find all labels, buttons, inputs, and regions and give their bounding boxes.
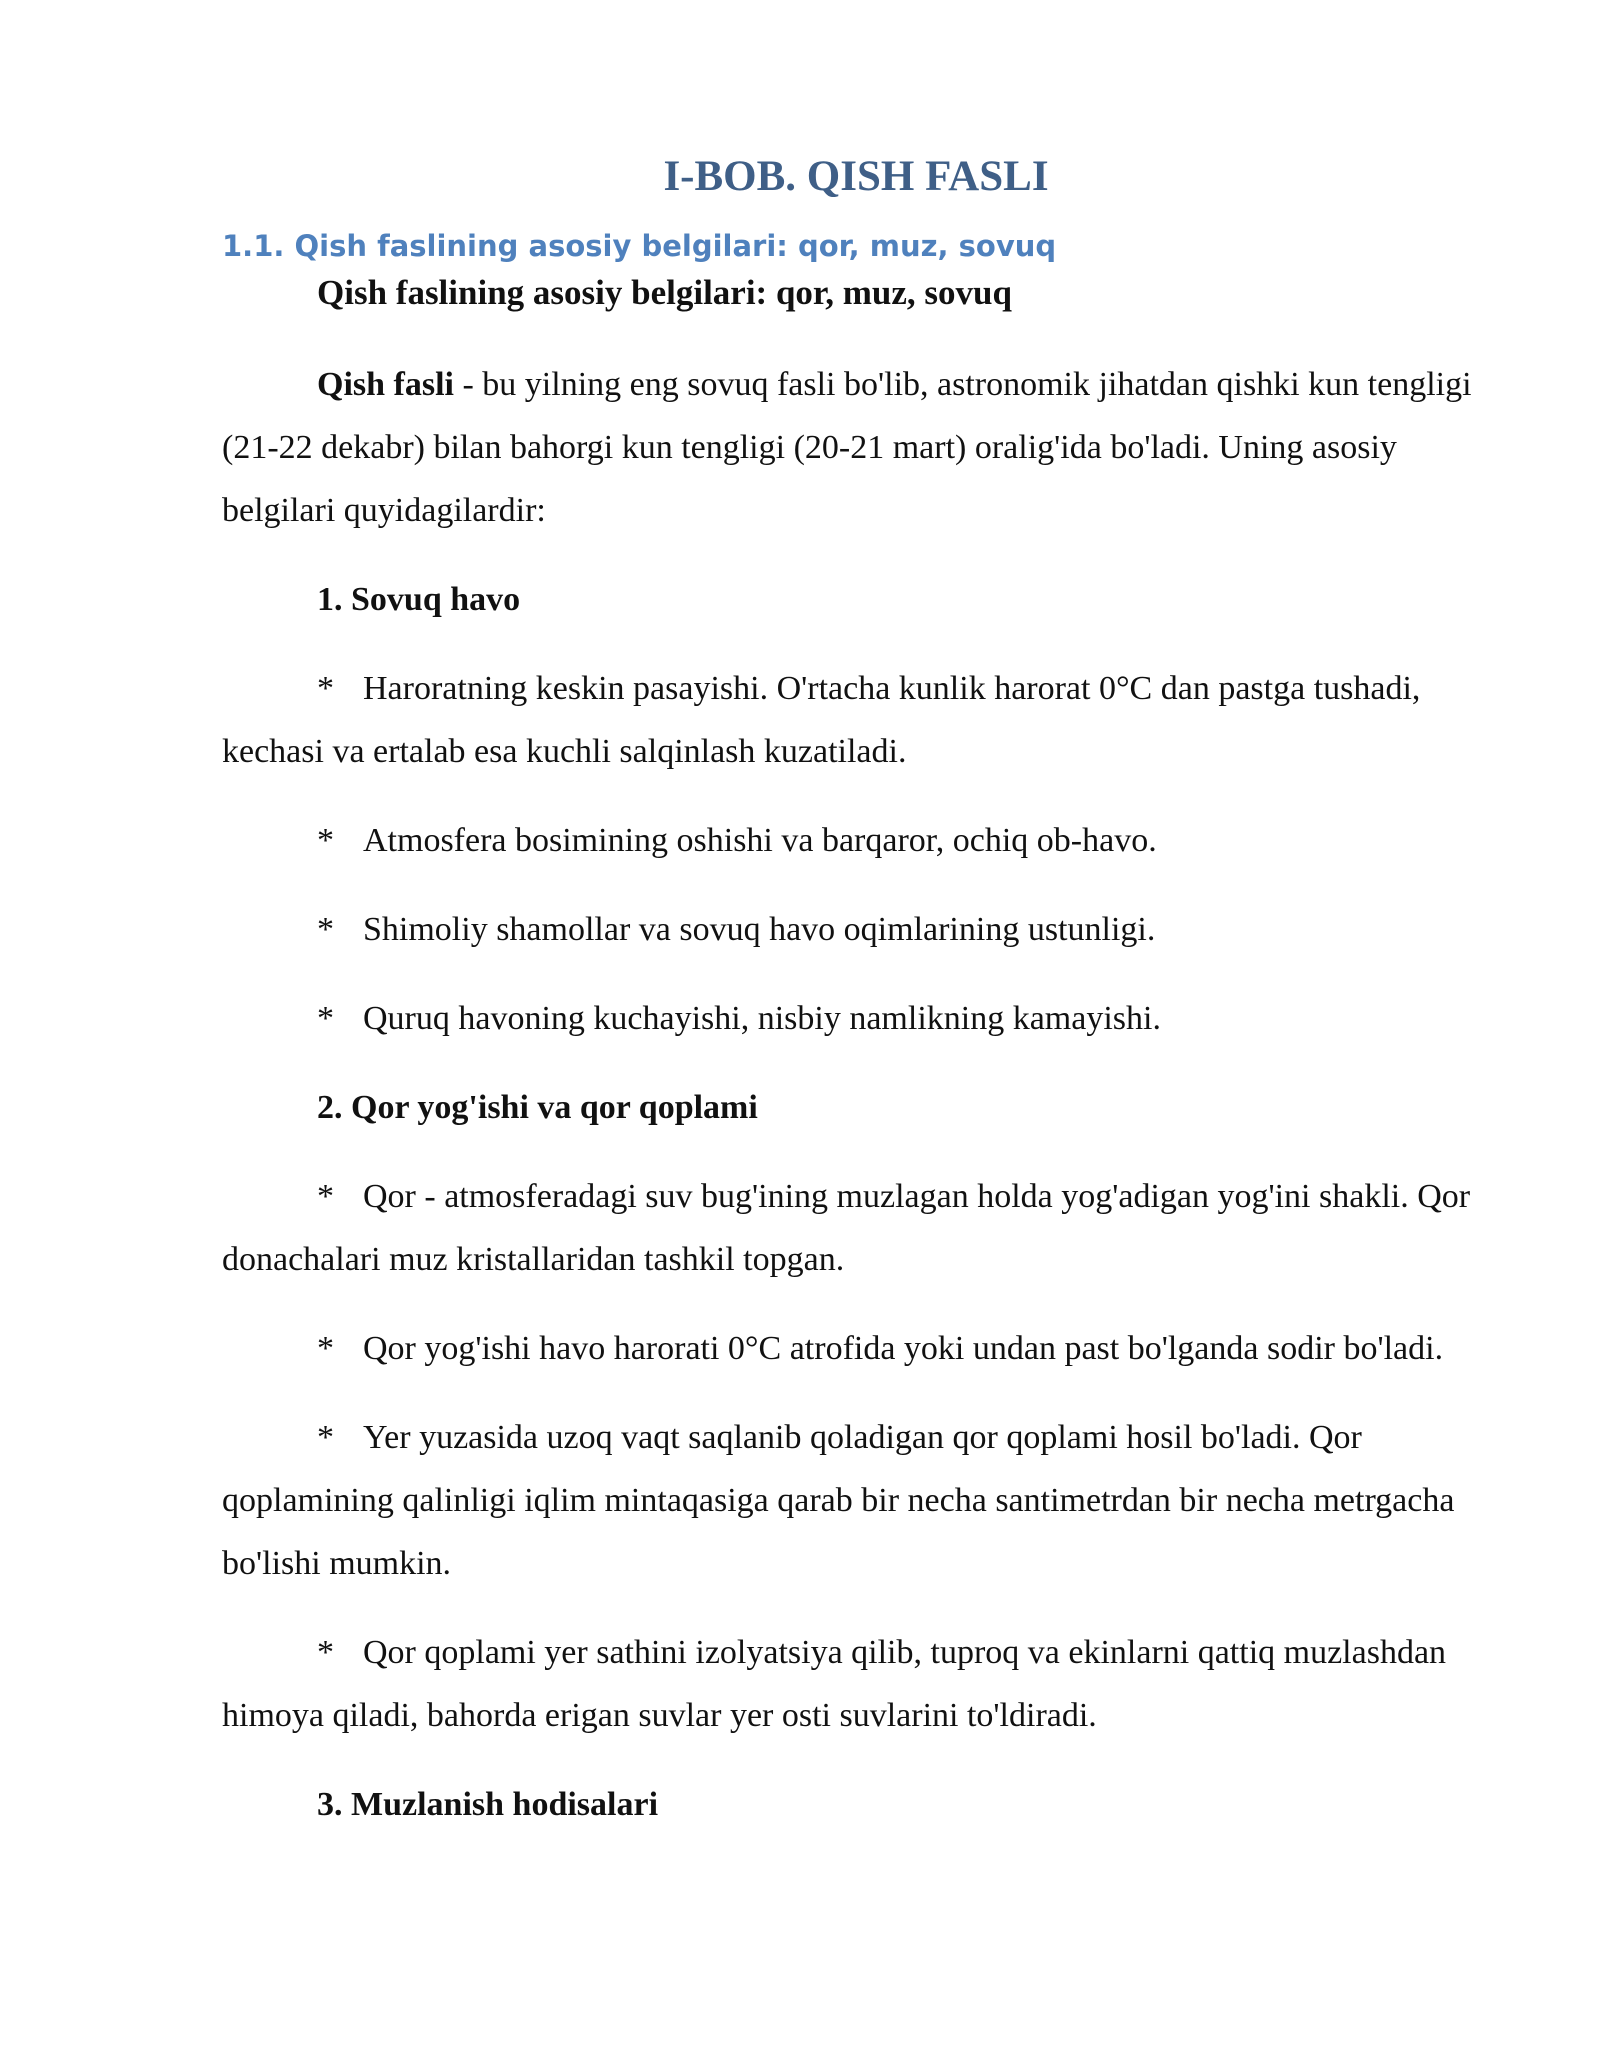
intro-bold-term: Qish fasli: [317, 366, 454, 403]
bullet-text: Quruq havoning kuchayishi, nisbiy namlikning kamayishi.: [363, 1000, 1161, 1037]
section-3-heading: 3. Muzlanish hodisalari: [317, 1786, 659, 1823]
bullet-marker: *: [317, 822, 334, 859]
bullet-marker: *: [317, 911, 334, 948]
section-heading: 1.1. Qish faslining asosiy belgilari: qor, muz, sovuq: [222, 229, 1057, 263]
intro-text: - bu yilning eng sovuq fasli bo'lib, astronomik jihatdan qishki kun tengligi (21-22 dekabr) bilan bahorgi kun tengligi (20-21 mart) oralig'ida bo'ladi. Uning asosiy belgilari quyidagilardir:: [222, 366, 1472, 529]
bullet-marker: *: [317, 1419, 334, 1456]
bullet-marker: *: [317, 670, 334, 707]
bullet-marker: *: [317, 1634, 334, 1671]
bullet-item: [222, 898, 1490, 961]
bullet-item: [222, 1165, 1490, 1291]
bullet-item: [222, 1621, 1490, 1747]
bullet-text: Qor qoplami yer sathini izolyatsiya qilib, tuproq va ekinlarni qattiq muzlashdan himoya qiladi, bahorda erigan suvlar yer osti suvlarini to'ldiradi.: [222, 1634, 1447, 1734]
document-body: [222, 146, 1490, 1836]
bullet-text: Haroratning keskin pasayishi. O'rtacha kunlik harorat 0°C dan pastga tushadi, kechasi va ertalab esa kuchli salqinlash kuzatiladi.: [222, 670, 1421, 770]
bullet-item: [222, 1406, 1490, 1595]
bullet-item: [222, 987, 1490, 1050]
intro-paragraph: [222, 353, 1490, 542]
bullet-item: [222, 809, 1490, 872]
bullet-text: Shimoliy shamollar va sovuq havo oqimlarining ustunligi.: [363, 911, 1156, 948]
section-1-heading: 1. Sovuq havo: [317, 581, 521, 618]
bullet-item: [222, 657, 1490, 783]
bullet-text: Yer yuzasida uzoq vaqt saqlanib qoladigan qor qoplami hosil bo'ladi. Qor qoplamining qalinligi iqlim mintaqasiga qarab bir necha santimetrdan bir necha metrgacha bo'lishi mumkin.: [222, 1419, 1455, 1582]
chapter-title: I-BOB. QISH FASLI: [663, 153, 1049, 200]
bullet-marker: *: [317, 1178, 334, 1215]
bullet-text: Qor yog'ishi havo harorati 0°C atrofida yoki undan past bo'lganda sodir bo'ladi.: [363, 1330, 1444, 1367]
subheading: Qish faslining asosiy belgilari: qor, muz, sovuq: [317, 273, 1012, 312]
bullet-item: [222, 1317, 1490, 1380]
bullet-text: Qor - atmosferadagi suv bug'ining muzlagan holda yog'adigan yog'ini shakli. Qor donachalari muz kristallaridan tashkil topgan.: [222, 1178, 1471, 1278]
bullet-marker: *: [317, 1000, 334, 1037]
bullet-marker: *: [317, 1330, 334, 1367]
bullet-text: Atmosfera bosimining oshishi va barqaror, ochiq ob-havo.: [363, 822, 1157, 859]
section-2-heading: 2. Qor yog'ishi va qor qoplami: [317, 1089, 758, 1126]
